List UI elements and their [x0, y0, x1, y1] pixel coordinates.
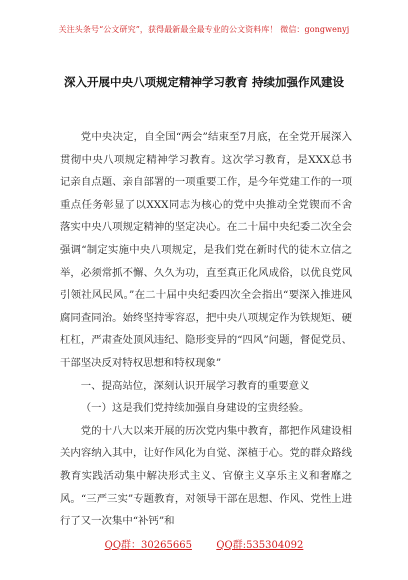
document-body	[60, 126, 352, 533]
qq-group-right: QQ群:535304092	[216, 540, 304, 551]
promo-banner: 关注头条号“公文研究”，获得最新最全最专业的公文资料库！ 微信：gongwenyj	[58, 25, 350, 34]
subsection-heading-1: （一）这是我们党持续加强自身建设的宝贵经验。	[80, 402, 310, 415]
qq-group-left: QQ群：30265665	[104, 540, 192, 551]
document-title: 深入开展中央八项规定精神学习教育 持续加强作风建设	[63, 75, 344, 89]
qq-footer	[0, 536, 408, 551]
paragraph-section-1: 党的十八大以来开展的历次党内集中教育，都把作风建设相关内容纳入其中，让好作风化为自觉、深植于心。党的群众路线教育实践活动集中解决形式主义、官僚主义享乐主义和奢靡之风。“三严三实”专题教育，对领导干部在思想、作风、党性上进行了又一次集中“补钙”和	[60, 424, 352, 528]
section-heading-1: 一、提高站位，深刻认识开展学习教育的重要意义	[80, 379, 310, 392]
paragraph-intro: 党中央决定，自全国“两会”结束至7月底，在全党开展深入贯彻中央八项规定精神学习教育。这次学习教育，是XXX总书记亲自点题、亲自部署的一项重要工作，是今年党建工作的一项重点任务彰显了以XXX同志为核心的党中央推动全党锲而不舍落实中央八项规定精神的坚定决心。在二十届中央纪委二次全会强调“制定实施中央八项规定，是我们党在新时代的徒木立信之举，必须常抓不懈、久久为功，直至真正化风成俗，以优良党风引领社风民风。”在二十届中央纪委四次全会指出“要深入推进风腐同查同治。始终坚持零容忍，把中央八项规定作为铁规矩、硬杠杠，严肃查处顶风违纪、隐形变异的“四风”问题，督促党员、干部坚决反对特权思想和特权现象”	[60, 131, 352, 369]
